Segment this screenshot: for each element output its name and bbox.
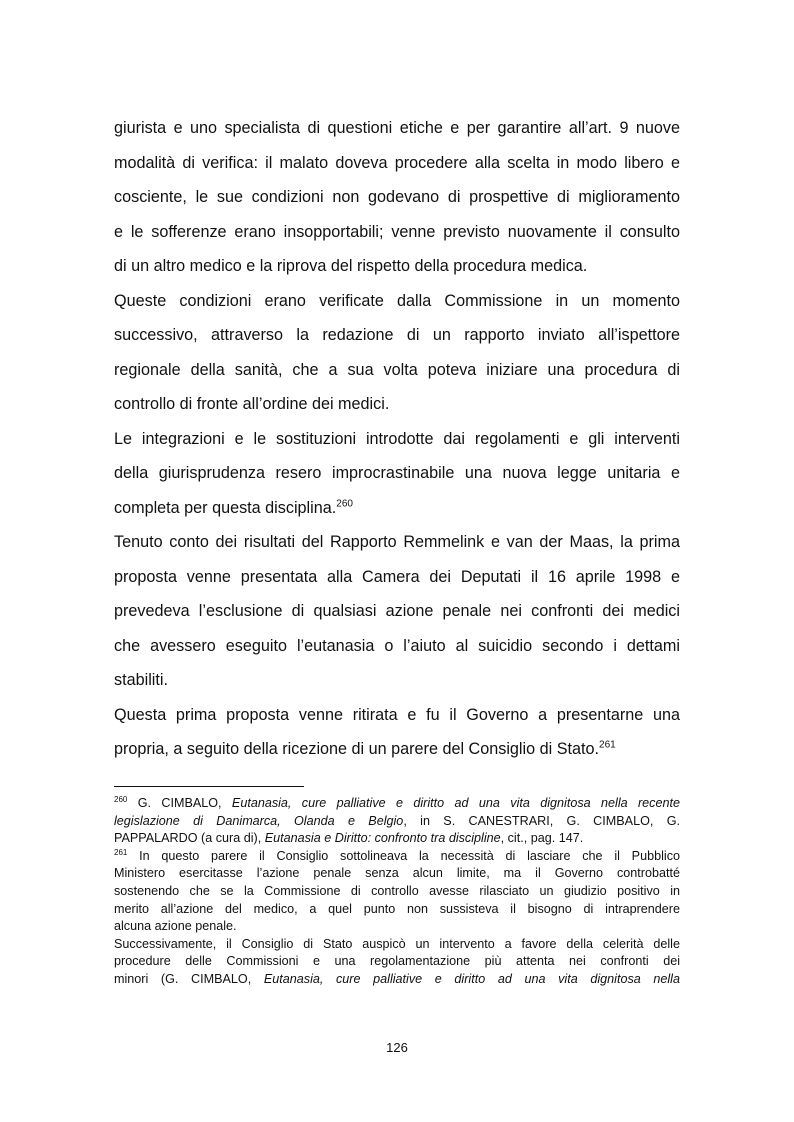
- text-line: Le integrazioni e le sostituzioni introdotte dai regolamenti e gli interventi: [114, 429, 680, 448]
- text-line: di un altro medico e la riprova del rispetto della procedura medica.: [114, 257, 588, 275]
- footnote-260-line: [114, 795, 680, 813]
- footnote-text: G. CIMBALO,: [127, 796, 232, 810]
- footnote-title: Eutanasia, cure palliative e diritto ad una vita dignitosa nella: [263, 971, 680, 986]
- footnote-260-line: [114, 813, 680, 831]
- footnote-text: PAPPALARDO (a cura di),: [114, 831, 265, 846]
- footnotes: [114, 795, 680, 989]
- footnote-text: , cit., pag. 147.: [500, 831, 584, 846]
- footnote-text: , in S. CANESTRARI, G. CIMBALO, G.: [403, 813, 681, 828]
- text-line: Tenuto conto dei risultati del Rapporto Remmelink e van der Maas, la prima: [114, 533, 680, 551]
- footnote-261-line: procedure delle Commissioni e una regolamentazione più attenta nei confronti dei: [114, 954, 680, 969]
- text-line-content: completa per questa disciplina.: [114, 498, 337, 517]
- text-line: giurista e uno specialista di questioni etiche e per garantire all’art. 9 nuove: [114, 119, 680, 137]
- text-line: e le sofferenze erano insopportabili; venne previsto nuovamente il consulto: [114, 222, 680, 241]
- text-line: che avessero eseguito l’eutanasia o l’aiuto al suicidio secondo i dettami: [114, 636, 680, 655]
- footnote-261-line: [114, 971, 680, 989]
- footnote-ref-260[interactable]: 260: [336, 498, 353, 510]
- footnote-261-line: merito all’azione del medico, a quel punto non sussisteva il bisogno di intraprendere: [114, 901, 680, 916]
- footnote-261-line: alcuna azione penale.: [114, 919, 237, 934]
- footnote-261-line: Ministero esercitasse l’azione penale senza alcun limite, ma il Governo controbatté: [114, 866, 680, 881]
- main-text: [114, 111, 680, 767]
- footnote-separator: [114, 786, 304, 787]
- footnote-title: Eutanasia e Diritto: confronto tra discipline: [264, 831, 501, 846]
- text-line: Questa prima proposta venne ritirata e fu il Governo a presentarne una: [114, 705, 680, 724]
- page-number: 126: [386, 1040, 408, 1055]
- footnote-number: 261: [114, 847, 128, 857]
- text-line: successivo, attraverso la redazione di un rapporto inviato all’ispettore: [114, 326, 680, 344]
- footnote-number: 260: [114, 794, 128, 804]
- footnote-260-line: [114, 830, 680, 848]
- footnote-text: In questo parere il Consiglio sottolineava la necessità di lasciare che il Pubblico: [127, 848, 680, 863]
- footnote-261-line: Successivamente, il Consiglio di Stato auspicò un intervento a favore della celerità delle: [114, 936, 680, 951]
- footnote-261-line: sostenendo che se la Commissione di controllo avesse rilasciato un giudizio positivo in: [114, 883, 680, 898]
- text-line-content: propria, a seguito della ricezione di un parere del Consiglio di Stato.: [114, 740, 600, 758]
- text-line: stabiliti.: [114, 671, 168, 689]
- text-line: prevedeva l’esclusione di qualsiasi azione penale nei confronti dei medici: [114, 602, 680, 620]
- text-line: controllo di fronte all’ordine dei medici.: [114, 395, 390, 413]
- text-line: [114, 491, 680, 526]
- text-line: Queste condizioni erano verificate dalla Commissione in un momento: [114, 291, 680, 310]
- footnote-title: legislazione di Danimarca, Olanda e Belgio: [114, 813, 404, 828]
- text-line: modalità di verifica: il malato doveva procedere alla scelta in modo libero e: [114, 153, 680, 172]
- footnote-261-line: [114, 848, 680, 866]
- footnote-ref-261[interactable]: 261: [599, 739, 616, 751]
- text-line: cosciente, le sue condizioni non godevano di prospettive di miglioramento: [114, 188, 680, 206]
- text-line: regionale della sanità, che a sua volta poteva iniziare una procedura di: [114, 360, 680, 379]
- text-line: [114, 732, 680, 767]
- footnote-title: Eutanasia, cure palliative e diritto ad una vita dignitosa nella recente: [231, 796, 680, 810]
- footnote-text: minori (G. CIMBALO,: [114, 971, 264, 986]
- text-line: della giurisprudenza resero improcrastinabile una nuova legge unitaria e: [114, 464, 680, 482]
- text-line: proposta venne presentata alla Camera dei Deputati il 16 aprile 1998 e: [114, 567, 680, 586]
